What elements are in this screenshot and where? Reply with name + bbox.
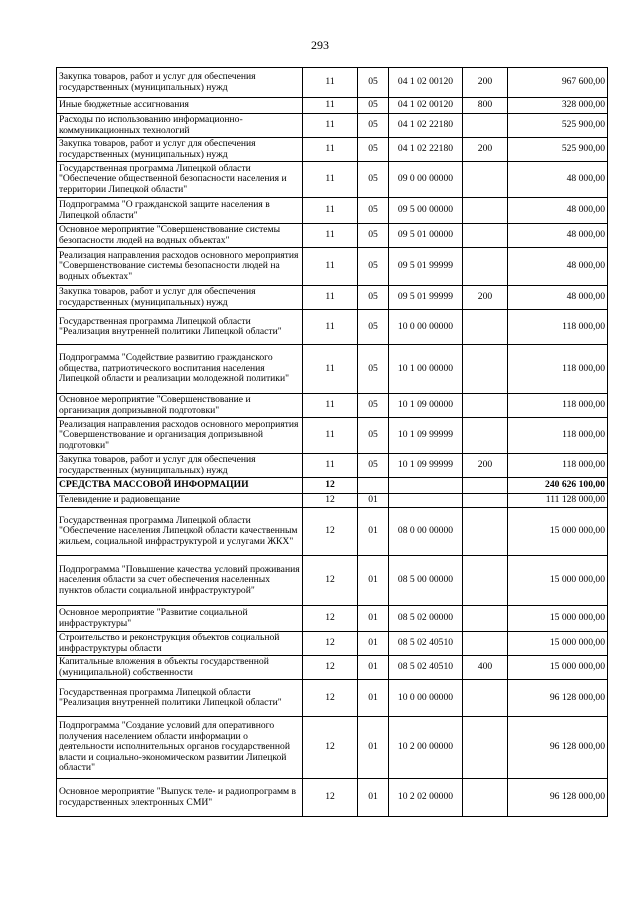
row-expense-type-cell: 200 [463,68,508,98]
row-name-cell: Государственная программа Липецкой области "Реализация внутренней политики Липецкой области" [57,310,303,345]
row-name-cell: Расходы по использованию информационно-коммуникационных технологий [57,114,303,138]
row-expense-type-cell [463,606,508,632]
row-amount-cell: 118 000,00 [508,345,608,394]
row-target-article-cell: 10 1 00 00000 [389,345,463,394]
row-name-cell: Закупка товаров, работ и услуг для обеспечения государственных (муниципальных) нужд [57,454,303,478]
row-section-cell: 12 [303,717,358,779]
row-amount-cell: 118 000,00 [508,394,608,418]
row-expense-type-cell [463,224,508,248]
row-amount-cell: 240 626 100,00 [508,478,608,494]
row-target-article-cell: 08 0 00 00000 [389,508,463,556]
row-name-cell: Подпрограмма "Создание условий для оперативного получения населением области информации о деятельности исполнительных органов государственной власти и социально-экономическом развитии Липецкой области" [57,717,303,779]
row-amount-cell: 967 600,00 [508,68,608,98]
row-target-article-cell: 09 5 01 99999 [389,248,463,286]
row-section-cell: 11 [303,394,358,418]
row-target-article-cell: 10 0 00 00000 [389,310,463,345]
row-section-cell: 12 [303,606,358,632]
row-name-cell: Телевидение и радиовещание [57,494,303,508]
table-row [57,779,608,817]
table-row [57,656,608,680]
row-expense-type-cell [463,494,508,508]
row-section-cell: 12 [303,494,358,508]
row-section-cell: 11 [303,310,358,345]
table-row [57,556,608,606]
row-amount-cell: 48 000,00 [508,162,608,198]
row-subsection-cell: 01 [358,632,389,656]
row-target-article-cell: 04 1 02 22180 [389,114,463,138]
table-row [57,717,608,779]
row-name-cell: Подпрограмма "Повышение качества условий проживания населения области за счет обеспечения населенных пунктов области социальной инфраструктурой" [57,556,303,606]
row-section-cell: 12 [303,632,358,656]
row-section-cell: 11 [303,98,358,114]
row-expense-type-cell: 200 [463,138,508,162]
row-amount-cell: 48 000,00 [508,198,608,224]
row-subsection-cell: 05 [358,310,389,345]
row-name-cell: Государственная программа Липецкой области "Реализация внутренней политики Липецкой области" [57,680,303,717]
row-target-article-cell: 10 0 00 00000 [389,680,463,717]
row-amount-cell: 15 000 000,00 [508,606,608,632]
row-target-article-cell: 10 2 00 00000 [389,717,463,779]
row-subsection-cell: 01 [358,680,389,717]
row-target-article-cell: 08 5 02 00000 [389,606,463,632]
row-section-cell: 11 [303,114,358,138]
row-target-article-cell: 09 5 01 00000 [389,224,463,248]
row-expense-type-cell [463,114,508,138]
row-subsection-cell: 01 [358,717,389,779]
row-name-cell: Иные бюджетные ассигнования [57,98,303,114]
row-section-cell: 12 [303,656,358,680]
row-target-article-cell [389,478,463,494]
row-target-article-cell: 09 5 00 00000 [389,198,463,224]
row-subsection-cell: 01 [358,656,389,680]
page-number: 293 [311,38,329,52]
row-section-cell: 11 [303,138,358,162]
row-section-cell: 11 [303,224,358,248]
row-amount-cell: 15 000 000,00 [508,656,608,680]
row-section-cell: 11 [303,345,358,394]
row-name-cell: Государственная программа Липецкой области "Обеспечение населения Липецкой области качественным жильем, социальной инфраструктурой и услугами ЖКХ" [57,508,303,556]
table-row [57,224,608,248]
row-expense-type-cell [463,717,508,779]
table-row [57,478,608,494]
row-subsection-cell: 05 [358,394,389,418]
table-row [57,162,608,198]
row-name-cell: Основное мероприятие "Развитие социальной инфраструктуры" [57,606,303,632]
row-expense-type-cell [463,478,508,494]
row-subsection-cell: 05 [358,345,389,394]
row-section-cell: 11 [303,418,358,454]
row-amount-cell: 96 128 000,00 [508,717,608,779]
row-name-cell: Закупка товаров, работ и услуг для обеспечения государственных (муниципальных) нужд [57,286,303,310]
row-amount-cell: 118 000,00 [508,454,608,478]
row-section-cell: 11 [303,248,358,286]
row-name-cell: Основное мероприятие "Совершенствование системы безопасности людей на водных объектах" [57,224,303,248]
row-expense-type-cell [463,680,508,717]
row-target-article-cell [389,494,463,508]
row-expense-type-cell [463,198,508,224]
row-amount-cell: 525 900,00 [508,114,608,138]
row-name-cell: Реализация направления расходов основного мероприятия "Совершенствование и организация допризывной подготовки" [57,418,303,454]
row-amount-cell: 96 128 000,00 [508,779,608,817]
row-expense-type-cell [463,556,508,606]
row-name-cell: Закупка товаров, работ и услуг для обеспечения государственных (муниципальных) нужд [57,138,303,162]
row-subsection-cell: 05 [358,114,389,138]
table-row [57,248,608,286]
row-subsection-cell: 05 [358,198,389,224]
row-name-cell: Подпрограмма "О гражданской защите населения в Липецкой области" [57,198,303,224]
row-expense-type-cell: 400 [463,656,508,680]
table-row [57,454,608,478]
row-subsection-cell: 01 [358,606,389,632]
row-subsection-cell [358,478,389,494]
row-section-cell: 12 [303,779,358,817]
row-section-cell: 11 [303,286,358,310]
row-expense-type-cell [463,632,508,656]
row-expense-type-cell [463,779,508,817]
row-section-cell: 12 [303,680,358,717]
table-row [57,138,608,162]
row-target-article-cell: 10 1 09 00000 [389,394,463,418]
row-subsection-cell: 05 [358,418,389,454]
row-target-article-cell: 04 1 02 00120 [389,68,463,98]
row-expense-type-cell: 800 [463,98,508,114]
row-expense-type-cell [463,394,508,418]
row-target-article-cell: 09 5 01 99999 [389,286,463,310]
row-subsection-cell: 01 [358,508,389,556]
row-subsection-cell: 05 [358,224,389,248]
row-amount-cell: 118 000,00 [508,418,608,454]
row-amount-cell: 525 900,00 [508,138,608,162]
row-target-article-cell: 08 5 00 00000 [389,556,463,606]
row-name-cell: Подпрограмма "Содействие развитию гражданского общества, патриотического воспитания населения Липецкой области и реализации молодежной политики" [57,345,303,394]
row-section-cell: 12 [303,508,358,556]
row-target-article-cell: 10 1 09 99999 [389,418,463,454]
table-row [57,286,608,310]
row-name-cell: Основное мероприятие "Совершенствование и организация допризывной подготовки" [57,394,303,418]
table-row [57,680,608,717]
table-row [57,394,608,418]
row-amount-cell: 48 000,00 [508,224,608,248]
row-name-cell: Государственная программа Липецкой области "Обеспечение общественной безопасности населения и территории Липецкой области" [57,162,303,198]
row-amount-cell: 118 000,00 [508,310,608,345]
row-section-cell: 12 [303,556,358,606]
row-subsection-cell: 05 [358,68,389,98]
row-section-cell: 11 [303,198,358,224]
row-subsection-cell: 01 [358,556,389,606]
row-section-cell: 11 [303,68,358,98]
row-target-article-cell: 10 2 02 00000 [389,779,463,817]
row-section-cell: 11 [303,162,358,198]
row-subsection-cell: 05 [358,248,389,286]
table-row [57,632,608,656]
row-section-cell: 12 [303,478,358,494]
table-row [57,494,608,508]
table-row [57,68,608,98]
row-subsection-cell: 05 [358,454,389,478]
table-row [57,345,608,394]
row-target-article-cell: 10 1 09 99999 [389,454,463,478]
row-amount-cell: 111 128 000,00 [508,494,608,508]
row-name-cell: СРЕДСТВА МАССОВОЙ ИНФОРМАЦИИ [57,478,303,494]
row-target-article-cell: 08 5 02 40510 [389,656,463,680]
row-subsection-cell: 05 [358,98,389,114]
row-amount-cell: 15 000 000,00 [508,632,608,656]
table-row [57,114,608,138]
row-expense-type-cell [463,345,508,394]
row-subsection-cell: 05 [358,162,389,198]
row-expense-type-cell [463,418,508,454]
row-name-cell: Реализация направления расходов основного мероприятия "Совершенствование системы безопасности людей на водных объектах" [57,248,303,286]
row-name-cell: Закупка товаров, работ и услуг для обеспечения государственных (муниципальных) нужд [57,68,303,98]
row-target-article-cell: 08 5 02 40510 [389,632,463,656]
row-name-cell: Основное мероприятие "Выпуск теле- и радиопрограмм в государственных электронных СМИ" [57,779,303,817]
table-body [57,68,608,817]
row-amount-cell: 48 000,00 [508,286,608,310]
table-row [57,508,608,556]
row-amount-cell: 48 000,00 [508,248,608,286]
row-section-cell: 11 [303,454,358,478]
table-row [57,606,608,632]
table-row [57,98,608,114]
table-row [57,198,608,224]
row-target-article-cell: 04 1 02 22180 [389,138,463,162]
row-amount-cell: 328 000,00 [508,98,608,114]
row-expense-type-cell: 200 [463,286,508,310]
row-expense-type-cell [463,248,508,286]
row-amount-cell: 15 000 000,00 [508,508,608,556]
row-subsection-cell: 01 [358,494,389,508]
table-row [57,310,608,345]
table-row [57,418,608,454]
row-subsection-cell: 01 [358,779,389,817]
row-expense-type-cell [463,162,508,198]
row-target-article-cell: 09 0 00 00000 [389,162,463,198]
row-amount-cell: 15 000 000,00 [508,556,608,606]
row-expense-type-cell: 200 [463,454,508,478]
row-subsection-cell: 05 [358,286,389,310]
row-subsection-cell: 05 [358,138,389,162]
budget-table [56,67,608,817]
row-name-cell: Строительство и реконструкция объектов социальной инфраструктуры области [57,632,303,656]
row-target-article-cell: 04 1 02 00120 [389,98,463,114]
row-expense-type-cell [463,310,508,345]
row-name-cell: Капитальные вложения в объекты государственной (муниципальной) собственности [57,656,303,680]
row-amount-cell: 96 128 000,00 [508,680,608,717]
row-expense-type-cell [463,508,508,556]
